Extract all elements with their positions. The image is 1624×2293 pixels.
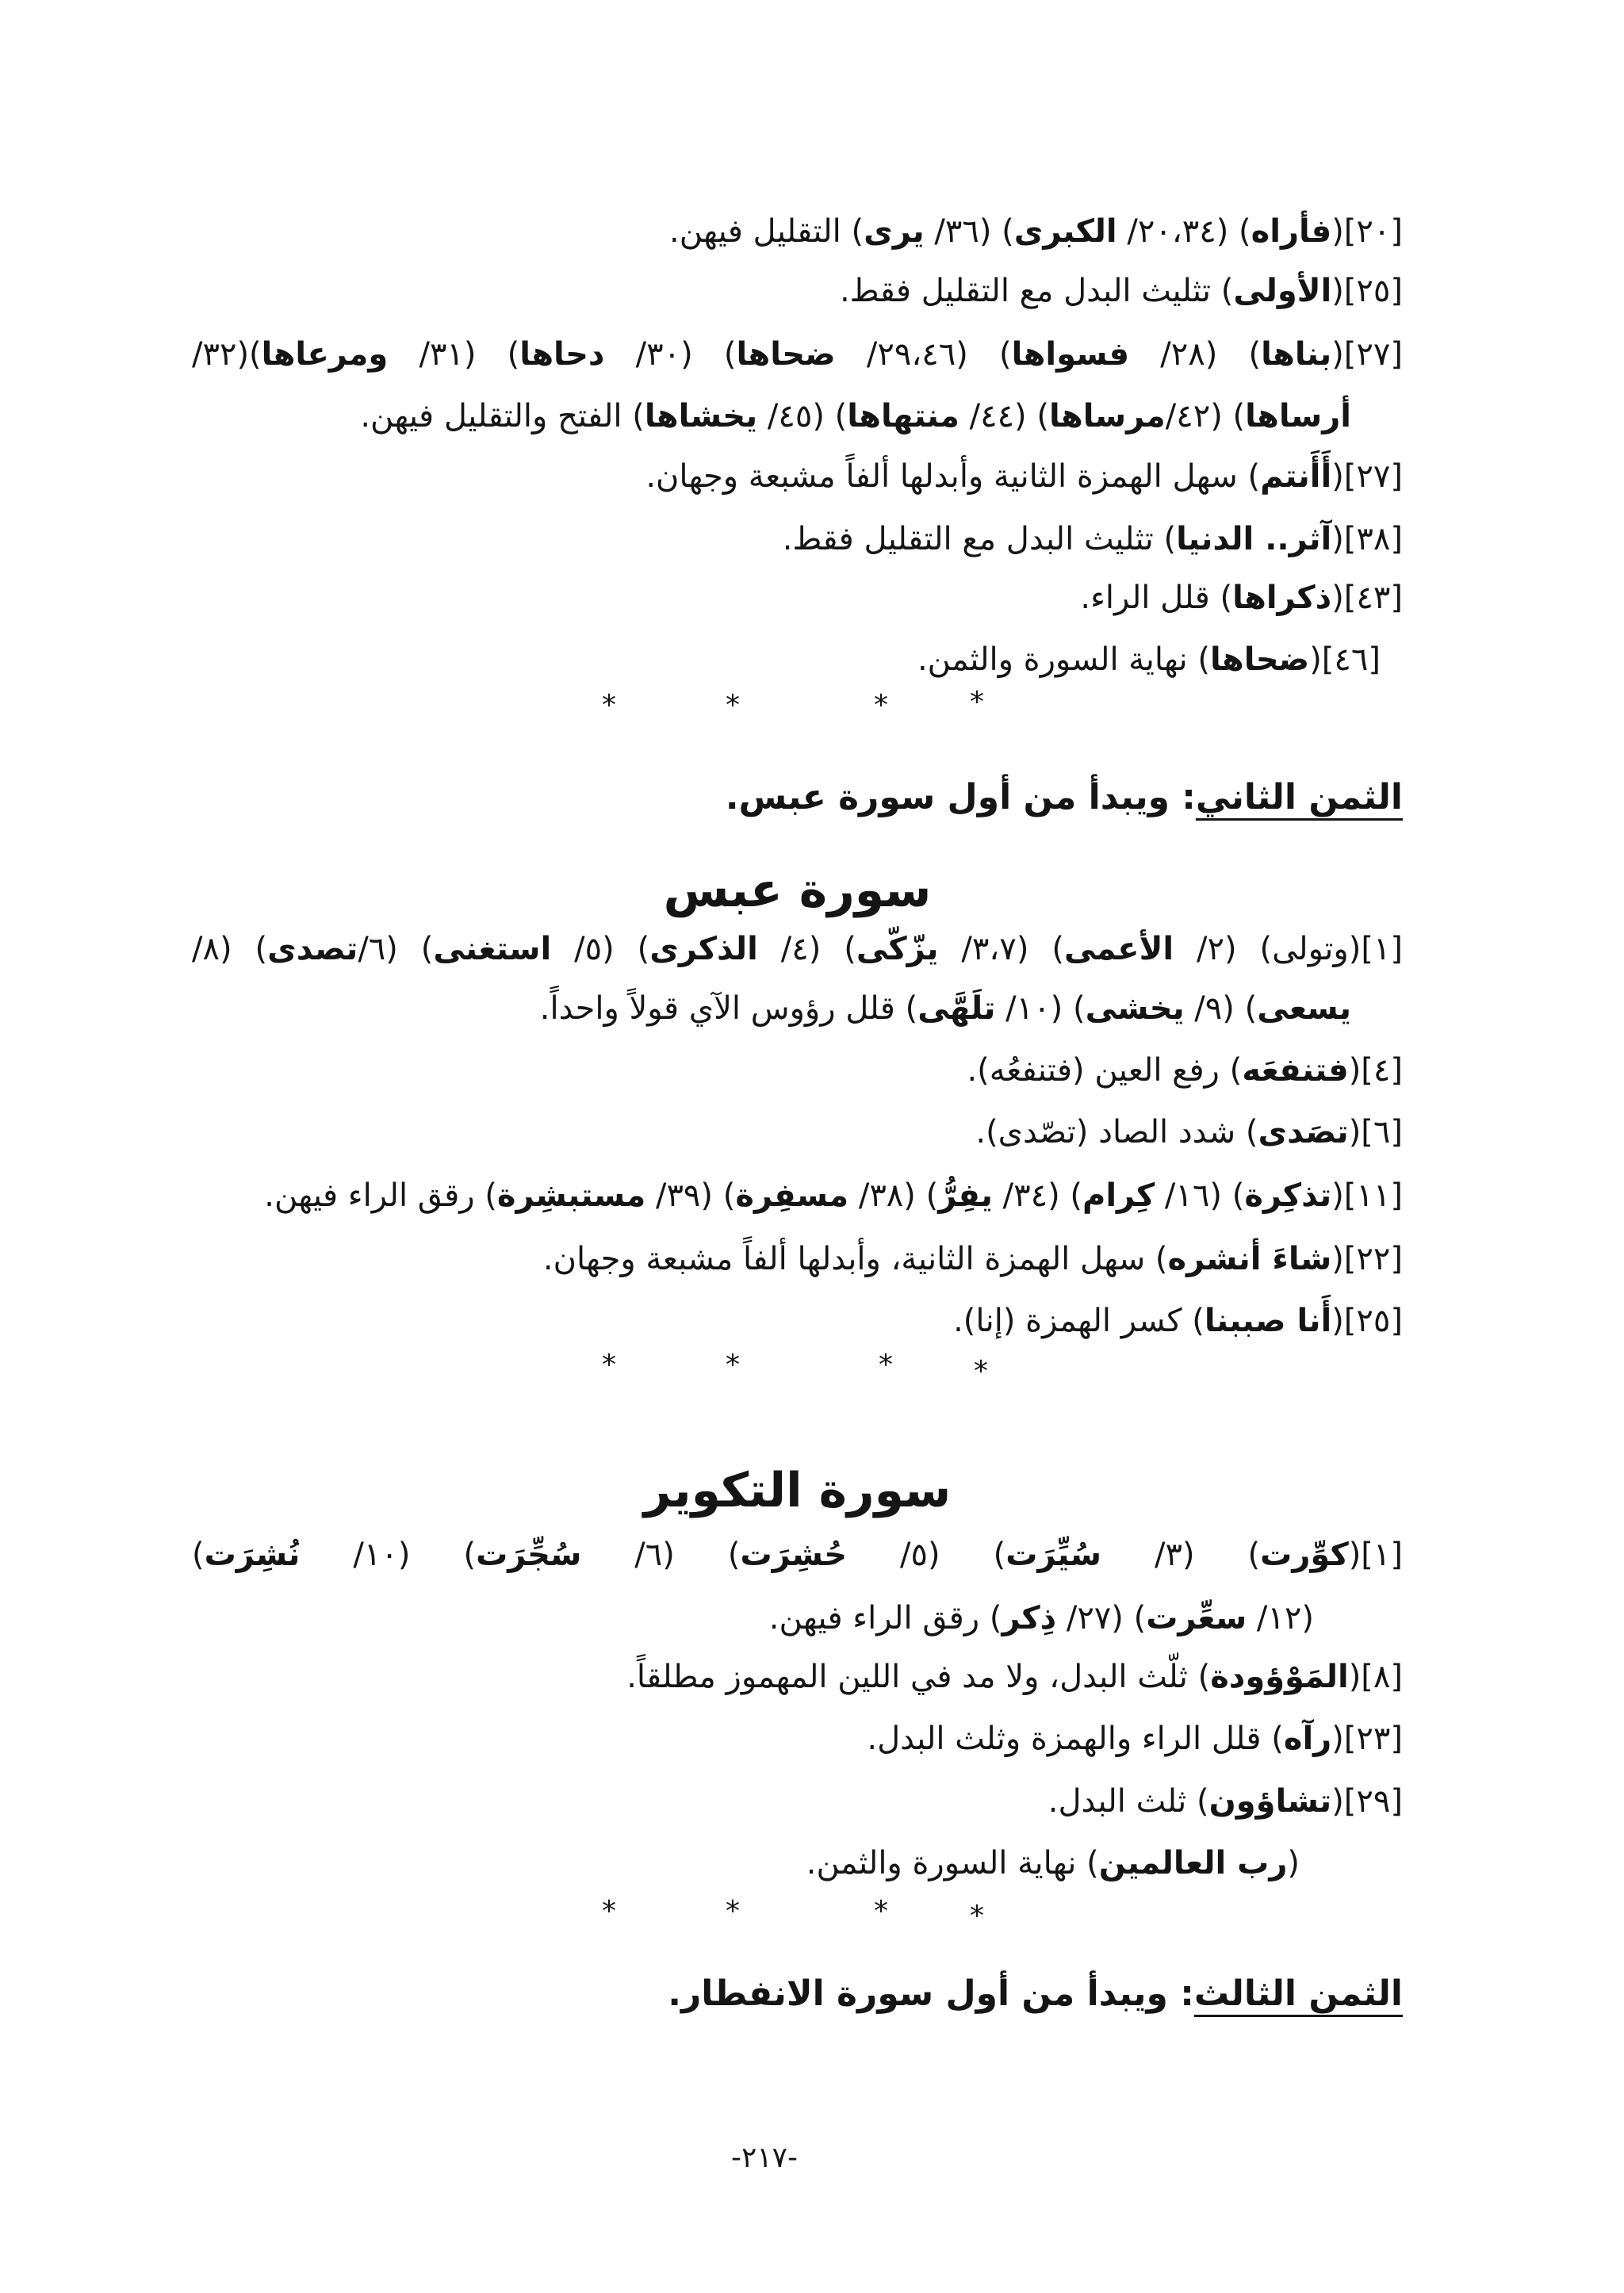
- quranic-word: تلَهَّى: [917, 990, 996, 1027]
- commentary-line: [192, 260, 1403, 322]
- quranic-word: يرى: [864, 213, 925, 250]
- commentary-text: ) رفع العين (فتنفعُه).: [967, 1052, 1243, 1089]
- commentary-text: ) ثلث البدل.: [1048, 1783, 1209, 1820]
- quranic-word: تصدى: [267, 931, 358, 967]
- commentary-text: [٢٥](: [1331, 1303, 1403, 1339]
- commentary-line: [192, 1228, 1403, 1290]
- section-heading-second-eighth: [192, 766, 1403, 829]
- commentary-text: ) (٣٠/: [604, 336, 737, 373]
- quranic-word: يخشاها: [644, 398, 758, 434]
- commentary-line-continuation: [192, 385, 1403, 447]
- quranic-word: دحاها: [519, 336, 605, 373]
- commentary-text: [٢٧](: [1331, 336, 1403, 373]
- quranic-word: تذكِرة: [1244, 1177, 1332, 1214]
- commentary-text: ) (١٠/: [995, 990, 1086, 1027]
- commentary-line: [192, 508, 1403, 570]
- commentary-text: [١١](: [1331, 1177, 1403, 1214]
- quranic-word: المَوْؤودة: [1210, 1659, 1349, 1695]
- quranic-word: فأراه: [1251, 213, 1332, 250]
- divider-star: *: [602, 689, 616, 722]
- commentary-text: ) سهل الهمزة الثانية، وأبدلها ألفاً مشبعة وجهان.: [542, 1241, 1168, 1277]
- commentary-line: [192, 918, 1403, 980]
- divider-star: *: [970, 1900, 984, 1932]
- commentary-line: [192, 1165, 1403, 1227]
- commentary-text: ) سهل الهمزة الثانية وأبدلها ألفاً مشبعة وجهان.: [645, 458, 1261, 495]
- commentary-line: [192, 1290, 1403, 1352]
- commentary-text: ) شدد الصاد (تصّدى).: [975, 1114, 1258, 1150]
- commentary-text: ) (١٦/: [1155, 1177, 1245, 1214]
- quranic-word: منتهاها: [847, 398, 959, 434]
- surah-title: سورة عبس: [663, 863, 932, 918]
- commentary-text: ) (٣/: [1101, 1537, 1261, 1573]
- commentary-text: [٢٧](: [1331, 458, 1403, 495]
- divider-star: *: [970, 686, 984, 718]
- quranic-word: يسعى: [1257, 990, 1351, 1027]
- section-heading-third-eighth: [192, 1962, 1403, 2026]
- section-heading-text: : ويبدأ من أول سورة الانفطار.: [668, 1973, 1194, 2014]
- divider-star: *: [874, 689, 888, 722]
- commentary-text: ) (٩/: [1184, 990, 1258, 1027]
- quranic-word: تشاؤون: [1208, 1783, 1332, 1820]
- commentary-line: [192, 1524, 1403, 1586]
- divider-star: *: [874, 1895, 888, 1927]
- quranic-word: يخشى: [1085, 990, 1185, 1027]
- commentary-text: ) (٤/: [757, 931, 856, 967]
- commentary-text: [٤](: [1348, 1052, 1403, 1089]
- divider-star: *: [602, 1895, 616, 1927]
- commentary-text: [٢٥](: [1331, 273, 1403, 309]
- commentary-text: ): [192, 1537, 205, 1573]
- commentary-text: ) (٦/: [581, 1537, 741, 1573]
- quranic-word: مستبشِرة: [496, 1177, 646, 1214]
- commentary-text: ) (٢٧/: [1056, 1600, 1147, 1636]
- commentary-line: [192, 446, 1403, 507]
- divider-star: *: [726, 1895, 740, 1927]
- commentary-line: [192, 1646, 1403, 1708]
- commentary-line: [192, 1832, 1403, 1894]
- page-number: -٢١٧-: [730, 2142, 798, 2174]
- commentary-text: [٤٦](: [1309, 641, 1381, 678]
- commentary-text: [١](: [1348, 1537, 1404, 1573]
- quranic-word: نُشِرَت: [204, 1537, 301, 1573]
- commentary-text: ) (٣٦/: [924, 213, 1014, 250]
- commentary-text: ) (٣،٧/: [938, 931, 1064, 967]
- quranic-word: أَأَنتم: [1260, 458, 1332, 495]
- commentary-text: ) (٥/: [847, 1537, 1006, 1573]
- commentary-text: [٢٠](: [1331, 213, 1403, 250]
- quranic-word: أَنا صببنا: [1204, 1303, 1332, 1339]
- quranic-word: فتنفعَه: [1242, 1052, 1349, 1089]
- commentary-text: ) (٤٢/: [1165, 398, 1246, 434]
- quranic-word: ضحاها: [1209, 641, 1310, 678]
- commentary-text: ) (٢٠،٣٤/: [1116, 213, 1251, 250]
- section-heading-label: الثمن الثاني: [1195, 777, 1403, 817]
- commentary-line-continuation: [192, 978, 1403, 1039]
- quranic-word: شاءَ أنشره: [1167, 1241, 1332, 1277]
- quranic-word: حُشِرَت: [740, 1537, 848, 1573]
- commentary-text: ) نهاية السورة والثمن.: [806, 1845, 1099, 1881]
- commentary-line: [192, 201, 1403, 262]
- quranic-word: تصَدى: [1258, 1114, 1349, 1150]
- commentary-text: )(٣٢/: [192, 336, 262, 373]
- commentary-text: ) (٢٩،٤٦/: [835, 336, 1012, 373]
- commentary-text: ) رقق الراء فيهن.: [768, 1600, 1002, 1636]
- commentary-text: [٨](: [1348, 1659, 1403, 1695]
- commentary-text: [١](وتولى) (٢/: [1174, 931, 1404, 967]
- commentary-text: ) قلل الراء والهمزة وثلث البدل.: [867, 1721, 1284, 1757]
- commentary-text: ) الفتح والتقليل فيهن.: [360, 398, 645, 434]
- commentary-text: ) تثليث البدل مع التقليل فقط.: [839, 273, 1234, 309]
- commentary-text: ) (١٠/: [300, 1537, 477, 1573]
- section-heading-text: : ويبدأ من أول سورة عبس.: [725, 777, 1196, 817]
- commentary-line: [192, 1770, 1403, 1832]
- commentary-text: ) (٢٨/: [1129, 336, 1262, 373]
- commentary-text: [٦](: [1348, 1114, 1403, 1150]
- quranic-word: يفِرُّ: [938, 1177, 993, 1214]
- divider-star: *: [974, 1355, 988, 1388]
- quranic-word: سُجِّرَت: [476, 1537, 582, 1573]
- commentary-line-continuation: [192, 1587, 1403, 1649]
- commentary-text: [٢٩](: [1331, 1783, 1403, 1820]
- commentary-text: ) (٤٤/: [959, 398, 1049, 434]
- divider-star: *: [726, 1349, 740, 1381]
- commentary-line: [192, 1101, 1403, 1163]
- divider-star: *: [879, 1349, 893, 1381]
- quranic-word: ذِكر: [1002, 1600, 1057, 1636]
- quranic-word: مرساها: [1048, 398, 1166, 434]
- commentary-text: ) كسر الهمزة (إنا).: [953, 1303, 1205, 1339]
- quranic-word: الكبرى: [1013, 213, 1117, 250]
- commentary-text: ) (٤٥/: [757, 398, 848, 434]
- commentary-line: [192, 323, 1403, 385]
- commentary-text: [٢٣](: [1331, 1721, 1403, 1757]
- quranic-word: الأولى: [1233, 273, 1332, 309]
- quranic-word: سُيِّرَت: [1005, 1537, 1101, 1573]
- quranic-word: الأعمى: [1063, 931, 1174, 967]
- commentary-text: ) (٨/: [192, 931, 268, 967]
- quranic-word: مسفِرة: [735, 1177, 849, 1214]
- quranic-word: آثر.. الدنيا: [1176, 521, 1332, 557]
- commentary-line: [192, 1708, 1403, 1770]
- quranic-word: كِرام: [1082, 1177, 1155, 1214]
- divider-star: *: [602, 1349, 616, 1381]
- quranic-word: ومرعاها: [261, 336, 389, 373]
- quranic-word: رآه: [1283, 1721, 1332, 1757]
- quranic-word: رب العالمين: [1098, 1845, 1288, 1881]
- quranic-word: كوِّرت: [1260, 1537, 1349, 1573]
- commentary-text: ) التقليل فيهن.: [669, 213, 864, 250]
- quranic-word: ذكراها: [1232, 580, 1332, 616]
- commentary-text: (: [1287, 1845, 1300, 1881]
- section-heading-label: الثمن الثالث: [1193, 1973, 1403, 2014]
- commentary-text: ) تثليث البدل مع التقليل فقط.: [782, 521, 1177, 557]
- commentary-text: ) رقق الراء فيهن.: [264, 1177, 497, 1214]
- quranic-word: ضحاها: [736, 336, 836, 373]
- quranic-word: استغنى: [433, 931, 552, 967]
- commentary-text: ) ثلّث البدل، ولا مد في اللين المهموز مطلقاً.: [626, 1659, 1211, 1695]
- commentary-text: ) نهاية السورة والثمن.: [917, 641, 1210, 678]
- commentary-text: ) (٦/: [358, 931, 434, 967]
- quranic-word: أرساها: [1245, 398, 1351, 434]
- commentary-line: [192, 567, 1403, 629]
- quranic-word: بناها: [1261, 336, 1332, 373]
- commentary-text: [٤٣](: [1331, 580, 1403, 616]
- commentary-text: ) (٣٩/: [645, 1177, 736, 1214]
- commentary-text: ) قلل الراء.: [1080, 580, 1233, 616]
- commentary-line: [192, 629, 1403, 691]
- commentary-text: ) (٣١/: [388, 336, 520, 373]
- commentary-text: ) قلل رؤوس الآي قولاً واحداً.: [539, 990, 918, 1027]
- quranic-word: فسواها: [1011, 336, 1130, 373]
- commentary-text: ) (٣٤/: [992, 1177, 1083, 1214]
- commentary-text: ) (٣٨/: [848, 1177, 939, 1214]
- quranic-word: يزّكّى: [856, 931, 939, 967]
- commentary-text: (١٢/: [1247, 1600, 1314, 1636]
- quranic-word: سعِّرت: [1146, 1600, 1247, 1636]
- surah-title: سورة التكوير: [643, 1463, 952, 1518]
- commentary-text: ) (٥/: [551, 931, 650, 967]
- divider-star: *: [726, 689, 740, 722]
- commentary-text: [٣٨](: [1331, 521, 1403, 557]
- commentary-text: [٢٢](: [1331, 1241, 1403, 1277]
- commentary-line: [192, 1039, 1403, 1101]
- quranic-word: الذكرى: [649, 931, 758, 967]
